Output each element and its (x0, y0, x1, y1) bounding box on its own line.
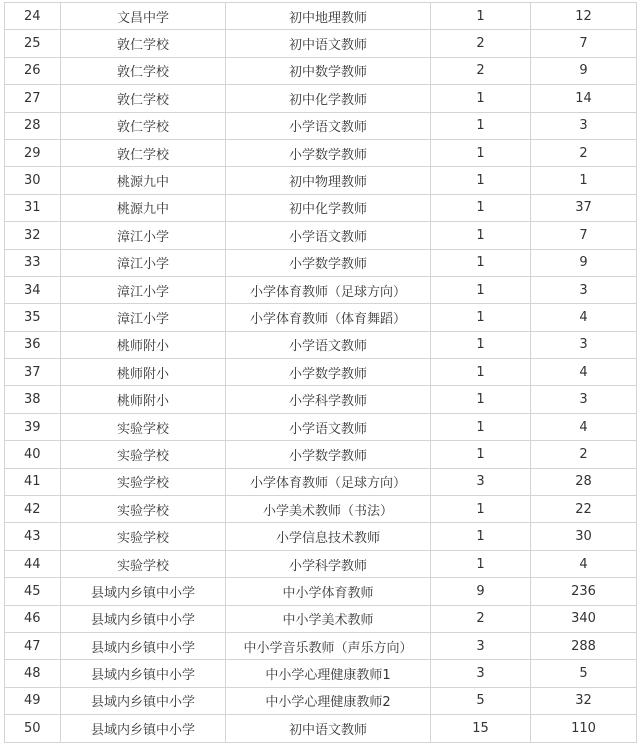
table-row (5, 468, 637, 495)
table-row (5, 550, 637, 577)
applicants-count-cell: 14 (531, 85, 637, 112)
applicants-count-cell: 4 (531, 550, 637, 577)
applicants-count-cell: 1 (531, 167, 637, 194)
position-cell: 小学语文教师 (226, 413, 431, 440)
row-number-cell: 27 (5, 85, 61, 112)
position-cell: 小学科学教师 (226, 550, 431, 577)
position-cell: 初中化学教师 (226, 85, 431, 112)
school-name-cell: 敦仁学校 (61, 30, 226, 57)
school-name-cell: 县域内乡镇中小学 (61, 715, 226, 742)
openings-count-cell: 1 (431, 550, 531, 577)
openings-count-cell: 1 (431, 523, 531, 550)
school-name-cell: 敦仁学校 (61, 139, 226, 166)
position-cell: 初中地理教师 (226, 3, 431, 30)
position-cell: 小学美术教师（书法） (226, 496, 431, 523)
school-name-cell: 桃师附小 (61, 386, 226, 413)
applicants-count-cell: 22 (531, 496, 637, 523)
table-row (5, 304, 637, 331)
openings-count-cell: 2 (431, 57, 531, 84)
openings-count-cell: 1 (431, 441, 531, 468)
applicants-count-cell: 236 (531, 578, 637, 605)
table-row (5, 331, 637, 358)
row-number-cell: 46 (5, 605, 61, 632)
school-name-cell: 县域内乡镇中小学 (61, 605, 226, 632)
school-name-cell: 桃师附小 (61, 359, 226, 386)
openings-count-cell: 1 (431, 249, 531, 276)
openings-count-cell: 1 (431, 413, 531, 440)
table-row (5, 194, 637, 221)
openings-count-cell: 3 (431, 632, 531, 659)
openings-count-cell: 1 (431, 139, 531, 166)
row-number-cell: 38 (5, 386, 61, 413)
openings-count-cell: 1 (431, 194, 531, 221)
table-row (5, 715, 637, 742)
row-number-cell: 25 (5, 30, 61, 57)
school-name-cell: 县域内乡镇中小学 (61, 578, 226, 605)
position-cell: 小学体育教师（足球方向） (226, 468, 431, 495)
applicants-count-cell: 32 (531, 687, 637, 714)
position-cell: 小学体育教师（足球方向） (226, 276, 431, 303)
openings-count-cell: 1 (431, 222, 531, 249)
applicants-count-cell: 4 (531, 304, 637, 331)
row-number-cell: 42 (5, 496, 61, 523)
table-row (5, 30, 637, 57)
school-name-cell: 漳江小学 (61, 222, 226, 249)
openings-count-cell: 9 (431, 578, 531, 605)
table-row (5, 386, 637, 413)
openings-count-cell: 15 (431, 715, 531, 742)
openings-count-cell: 1 (431, 386, 531, 413)
openings-count-cell: 3 (431, 468, 531, 495)
position-cell: 初中数学教师 (226, 57, 431, 84)
position-cell: 小学数学教师 (226, 359, 431, 386)
row-number-cell: 33 (5, 249, 61, 276)
row-number-cell: 49 (5, 687, 61, 714)
position-cell: 初中化学教师 (226, 194, 431, 221)
school-name-cell: 敦仁学校 (61, 57, 226, 84)
table-row (5, 57, 637, 84)
openings-count-cell: 3 (431, 660, 531, 687)
row-number-cell: 39 (5, 413, 61, 440)
applicants-count-cell: 9 (531, 57, 637, 84)
row-number-cell: 43 (5, 523, 61, 550)
table-row (5, 413, 637, 440)
position-cell: 小学数学教师 (226, 249, 431, 276)
table-row (5, 441, 637, 468)
position-cell: 小学信息技术教师 (226, 523, 431, 550)
row-number-cell: 48 (5, 660, 61, 687)
row-number-cell: 31 (5, 194, 61, 221)
school-name-cell: 县域内乡镇中小学 (61, 687, 226, 714)
school-name-cell: 漳江小学 (61, 276, 226, 303)
row-number-cell: 50 (5, 715, 61, 742)
applicants-count-cell: 3 (531, 331, 637, 358)
row-number-cell: 37 (5, 359, 61, 386)
openings-count-cell: 1 (431, 3, 531, 30)
table-row (5, 632, 637, 659)
school-name-cell: 实验学校 (61, 523, 226, 550)
table-row (5, 276, 637, 303)
applicants-count-cell: 7 (531, 222, 637, 249)
position-cell: 初中语文教师 (226, 30, 431, 57)
openings-count-cell: 1 (431, 496, 531, 523)
school-name-cell: 敦仁学校 (61, 85, 226, 112)
openings-count-cell: 5 (431, 687, 531, 714)
position-cell: 小学科学教师 (226, 386, 431, 413)
position-cell: 初中语文教师 (226, 715, 431, 742)
row-number-cell: 41 (5, 468, 61, 495)
table-row (5, 112, 637, 139)
position-cell: 初中物理教师 (226, 167, 431, 194)
school-name-cell: 敦仁学校 (61, 112, 226, 139)
row-number-cell: 32 (5, 222, 61, 249)
table-row (5, 139, 637, 166)
position-cell: 中小学音乐教师（声乐方向） (226, 632, 431, 659)
school-name-cell: 漳江小学 (61, 304, 226, 331)
position-cell: 小学数学教师 (226, 441, 431, 468)
applicants-count-cell: 3 (531, 112, 637, 139)
row-number-cell: 26 (5, 57, 61, 84)
row-number-cell: 29 (5, 139, 61, 166)
school-name-cell: 文昌中学 (61, 3, 226, 30)
position-cell: 中小学体育教师 (226, 578, 431, 605)
table-row (5, 523, 637, 550)
table-row (5, 605, 637, 632)
school-name-cell: 桃师附小 (61, 331, 226, 358)
table-row (5, 687, 637, 714)
applicants-count-cell: 288 (531, 632, 637, 659)
table-body (5, 3, 637, 743)
table-row (5, 359, 637, 386)
openings-count-cell: 1 (431, 359, 531, 386)
row-number-cell: 24 (5, 3, 61, 30)
applicants-count-cell: 340 (531, 605, 637, 632)
position-cell: 小学体育教师（体育舞蹈） (226, 304, 431, 331)
openings-count-cell: 2 (431, 30, 531, 57)
school-name-cell: 实验学校 (61, 496, 226, 523)
applicants-count-cell: 4 (531, 359, 637, 386)
position-cell: 小学语文教师 (226, 222, 431, 249)
table-row (5, 660, 637, 687)
row-number-cell: 47 (5, 632, 61, 659)
position-cell: 中小学心理健康教师1 (226, 660, 431, 687)
school-name-cell: 桃源九中 (61, 167, 226, 194)
table-row (5, 496, 637, 523)
position-cell: 中小学美术教师 (226, 605, 431, 632)
position-cell: 小学数学教师 (226, 139, 431, 166)
openings-count-cell: 1 (431, 331, 531, 358)
table-row (5, 222, 637, 249)
table-row (5, 578, 637, 605)
row-number-cell: 36 (5, 331, 61, 358)
position-cell: 小学语文教师 (226, 331, 431, 358)
table-row (5, 3, 637, 30)
applicants-count-cell: 9 (531, 249, 637, 276)
position-cell: 中小学心理健康教师2 (226, 687, 431, 714)
position-cell: 小学语文教师 (226, 112, 431, 139)
school-name-cell: 实验学校 (61, 550, 226, 577)
applicants-count-cell: 28 (531, 468, 637, 495)
applicants-count-cell: 2 (531, 139, 637, 166)
applicants-count-cell: 30 (531, 523, 637, 550)
applicants-count-cell: 5 (531, 660, 637, 687)
applicants-count-cell: 110 (531, 715, 637, 742)
row-number-cell: 40 (5, 441, 61, 468)
openings-count-cell: 2 (431, 605, 531, 632)
school-name-cell: 县域内乡镇中小学 (61, 632, 226, 659)
applicants-count-cell: 3 (531, 276, 637, 303)
school-name-cell: 实验学校 (61, 413, 226, 440)
table-row (5, 249, 637, 276)
applicants-count-cell: 7 (531, 30, 637, 57)
school-name-cell: 县域内乡镇中小学 (61, 660, 226, 687)
table-row (5, 167, 637, 194)
school-name-cell: 实验学校 (61, 441, 226, 468)
row-number-cell: 44 (5, 550, 61, 577)
school-name-cell: 桃源九中 (61, 194, 226, 221)
row-number-cell: 28 (5, 112, 61, 139)
applicants-count-cell: 2 (531, 441, 637, 468)
school-name-cell: 实验学校 (61, 468, 226, 495)
row-number-cell: 35 (5, 304, 61, 331)
applicants-count-cell: 37 (531, 194, 637, 221)
applicants-count-cell: 3 (531, 386, 637, 413)
row-number-cell: 30 (5, 167, 61, 194)
openings-count-cell: 1 (431, 112, 531, 139)
row-number-cell: 45 (5, 578, 61, 605)
applicants-count-cell: 12 (531, 3, 637, 30)
school-name-cell: 漳江小学 (61, 249, 226, 276)
recruitment-table-container (4, 2, 636, 743)
openings-count-cell: 1 (431, 167, 531, 194)
row-number-cell: 34 (5, 276, 61, 303)
applicants-count-cell: 4 (531, 413, 637, 440)
recruitment-table (4, 2, 637, 743)
table-row (5, 85, 637, 112)
openings-count-cell: 1 (431, 304, 531, 331)
openings-count-cell: 1 (431, 85, 531, 112)
openings-count-cell: 1 (431, 276, 531, 303)
